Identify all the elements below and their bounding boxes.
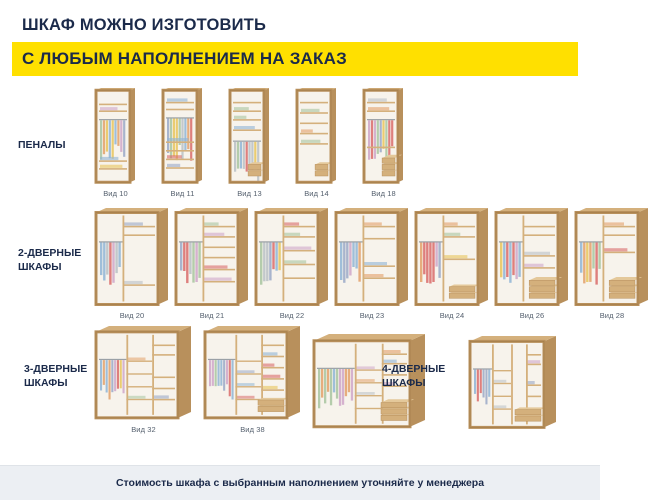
cabinet-drawing <box>176 208 248 307</box>
cabinet-drawing <box>96 88 135 184</box>
cabinet-drawing <box>163 88 202 184</box>
section-label-2door-line1: 2-ДВЕРНЫЕ <box>18 247 82 259</box>
cabinet-item[interactable] <box>297 88 336 198</box>
cabinet-item[interactable] <box>470 336 556 434</box>
header-highlight-band <box>12 42 578 76</box>
section-label-4door <box>382 362 472 390</box>
cabinet-caption: Вид 13 <box>237 189 262 198</box>
cabinet-drawing <box>230 88 269 184</box>
cabinet-item[interactable] <box>256 208 328 321</box>
header <box>0 0 600 76</box>
cabinet-drawing <box>256 208 328 307</box>
section-penaly <box>0 90 600 198</box>
cabinet-item[interactable] <box>230 88 269 198</box>
footer-note: Стоимость шкафа с выбранным наполнением уточняйте у менеджера <box>115 477 485 489</box>
cabinet-item[interactable] <box>96 88 135 198</box>
cabinet-caption: Вид 11 <box>170 189 195 198</box>
section-label-4door-line2: ШКАФЫ <box>382 377 426 390</box>
cabinet-caption: Вид 22 <box>279 311 305 320</box>
cabinet-caption: Вид 20 <box>119 311 145 320</box>
section-3door-4door <box>0 322 600 434</box>
cabinet-item[interactable] <box>336 208 408 321</box>
section-label-3door-line2: ШКАФЫ <box>24 377 68 390</box>
section-2door <box>0 202 625 320</box>
section-label-2door <box>18 246 104 274</box>
section-label-2door-line2: ШКАФЫ <box>18 261 62 274</box>
cabinet-caption: Вид 38 <box>240 425 265 434</box>
header-title-line2: С ЛЮБЫМ НАПОЛНЕНИЕМ НА ЗАКАЗ <box>22 49 347 68</box>
cabinet-drawing <box>470 336 556 429</box>
cabinet-caption: Вид 14 <box>304 189 329 198</box>
cabinet-caption: Вид 10 <box>103 189 128 198</box>
cabinet-item[interactable] <box>176 208 248 321</box>
cabinet-item[interactable] <box>163 88 202 198</box>
cabinet-drawing <box>336 208 408 307</box>
cabinet-item[interactable] <box>205 326 300 434</box>
section-label-3door-line1: 3-ДВЕРНЫЕ <box>24 363 88 375</box>
cabinet-caption: Вид 26 <box>519 311 545 320</box>
cabinet-caption: Вид 28 <box>599 311 625 320</box>
section-label-4door-line1: 4-ДВЕРНЫЕ <box>382 363 446 375</box>
cabinet-item[interactable] <box>96 208 168 321</box>
cabinet-caption: Вид 24 <box>439 311 465 320</box>
cabinet-drawing <box>496 208 568 307</box>
footer-bar <box>0 465 600 500</box>
cabinet-drawing <box>205 326 300 420</box>
header-title-line1: ШКАФ МОЖНО ИЗГОТОВИТЬ <box>22 16 267 34</box>
cabinet-drawing <box>297 88 336 184</box>
cabinet-caption: Вид 32 <box>131 425 156 434</box>
cabinet-caption: Вид 21 <box>199 311 225 320</box>
cabinet-item[interactable] <box>576 208 648 321</box>
section-label-penaly: ПЕНАЛЫ <box>18 139 66 151</box>
cabinet-item[interactable] <box>364 88 403 198</box>
cabinet-item[interactable] <box>96 326 191 434</box>
cabinet-item[interactable] <box>496 208 568 321</box>
cabinet-drawing <box>96 208 168 307</box>
cabinet-drawing <box>364 88 403 184</box>
cabinet-caption: Вид 23 <box>359 311 385 320</box>
cabinet-item[interactable] <box>416 208 488 321</box>
cabinet-drawing <box>416 208 488 307</box>
cabinet-caption: Вид 18 <box>371 189 396 198</box>
cabinet-drawing <box>96 326 191 420</box>
cabinet-drawing <box>576 208 648 307</box>
row-4door <box>470 322 556 434</box>
